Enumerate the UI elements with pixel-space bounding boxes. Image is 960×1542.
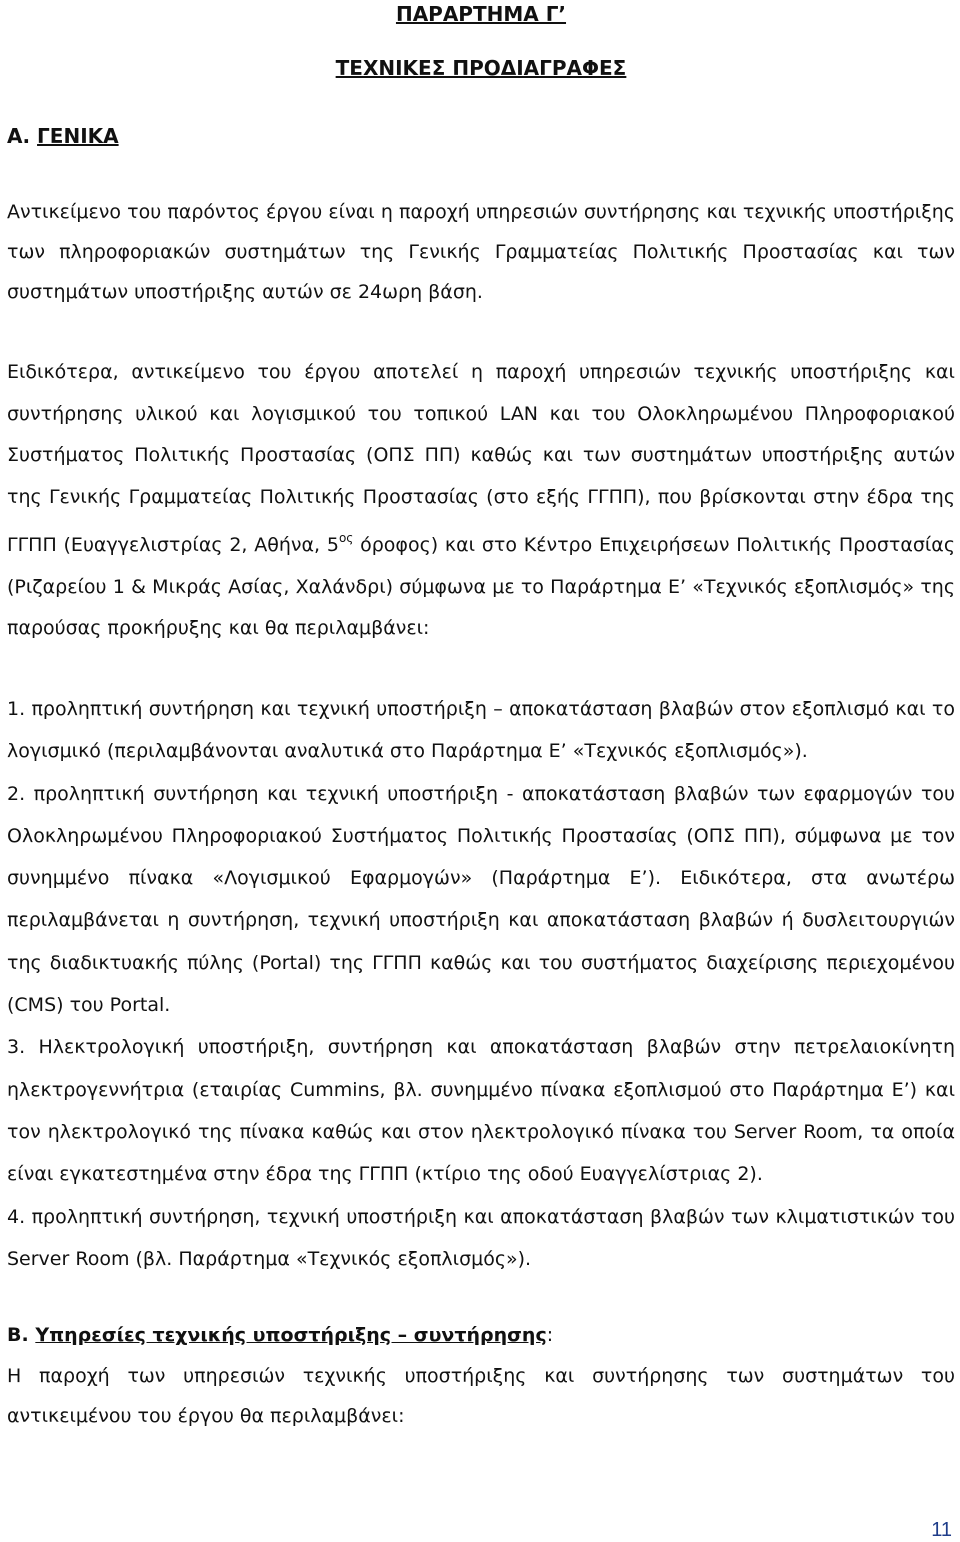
- list-item: 1. προληπτική συντήρηση και τεχνική υποστήριξη – αποκατάσταση βλαβών στον εξοπλισμό και το λογισμικό (περιλαμβάνονται αναλυτικά στο Παράρτημα Ε’ «Τεχνικός εξοπλισμός»).: [7, 698, 955, 763]
- detail-text-1: Ειδικότερα, αντικείμενο του έργου αποτελεί η παροχή υπηρεσιών τεχνικής υποστήριξης και συντήρησης υλικού και λογισμικού του τοπικού LAN και του Ολοκληρωμένου Πληροφοριακού Συστήματος Πολιτικής Προστασίας (ΟΠΣ ΠΠ) καθώς και των συστημάτων υποστήριξης αυτών της Γενικής Γραμματείας Πολιτικής Προστασίας (στο εξής ΓΓΠΠ), που βρίσκονται στην έδρα της ΓΓΠΠ (Ευαγγελιστρίας 2, Αθήνα, 5: [7, 361, 955, 556]
- list-item: 2. προληπτική συντήρηση και τεχνική υποστήριξη - αποκατάσταση βλαβών των εφαρμογών του Ολοκληρωμένου Πληροφοριακού Συστήματος Πολιτικής Προστασίας (ΟΠΣ ΠΠ), σύμφωνα με τον συνημμένο πίνακα «Λογισμικού Εφαρμογών» (Παράρτημα Ε’). Ειδικότερα, στα ανωτέρω περιλαμβάνεται η συντήρηση, τεχνική υποστήριξη και αποκατάσταση βλαβών ή δυσλειτουργιών της διαδικτυακής πύλης (Portal) της ΓΓΠΠ καθώς και του συστήματος διαχείρισης περιεχομένου (CMS) του Portal.: [7, 782, 955, 1017]
- document-title: ΤΕΧΝΙΚΕΣ ΠΡΟΔΙΑΓΡΑΦΕΣ: [335, 56, 627, 80]
- section-a-label: Α.: [7, 124, 38, 148]
- section-a-detail: [7, 352, 955, 650]
- service-list: [7, 688, 955, 1280]
- page-number: 11: [931, 1519, 952, 1541]
- section-a-title: ΓΕΝΙΚΑ: [37, 124, 119, 148]
- list-item: 3. Ηλεκτρολογική υποστήριξη, συντήρηση και αποκατάσταση βλαβών στην πετρελαιοκίνητη ηλεκτρογεννήτρια (εταιρίας Cummins, βλ. συνημμένο πίνακα εξοπλισμού στο Παράρτημα Ε’) και τον ηλεκτρολογικό της πίνακα καθώς και στον ηλεκτρολογικό πίνακα του Server Room, τα οποία είναι εγκατεστημένα στην έδρα της ΓΓΠΠ (κτίριο της οδού Ευαγγελίστριας 2).: [7, 1036, 955, 1186]
- annex-heading: ΠΑΡΑΡΤΗΜΑ Γ’: [395, 2, 567, 26]
- section-a-intro: Αντικείμενο του παρόντος έργου είναι η παροχή υπηρεσιών συντήρησης και τεχνικής υποστήριξης των πληροφοριακών συστημάτων της Γενικής Γραμματείας Πολιτικής Προστασίας και των συστημάτων υποστήριξης αυτών σε 24ωρη βάση.: [7, 201, 955, 303]
- section-a-heading: [7, 124, 119, 148]
- section-b-title: Υπηρεσίες τεχνικής υποστήριξης – συντήρησης: [35, 1324, 547, 1346]
- list-item: 4. προληπτική συντήρηση, τεχνική υποστήριξη και αποκατάσταση βλαβών των κλιματιστικών του Server Room (βλ. Παράρτημα «Τεχνικός εξοπλισμός»).: [7, 1205, 955, 1270]
- section-b-colon: :: [546, 1324, 554, 1346]
- section-b-heading: [7, 1324, 553, 1346]
- detail-superscript: ος: [338, 531, 354, 545]
- detail-text-2: όροφος) και στο Κέντρο Επιχειρήσεων Πολιτικής Προστασίας (Ριζαρείου 1 & Μικράς Ασίας, Χαλάνδρι) σύμφωνα με το Παράρτημα Ε’ «Τεχνικός εξοπλισμός» της παρούσας προκήρυξης και θα περιλαμβάνει:: [7, 534, 955, 639]
- section-b-intro: Η παροχή των υπηρεσιών τεχνικής υποστήριξης και συντήρησης των συστημάτων του αντικειμένου του έργου θα περιλαμβάνει:: [7, 1365, 955, 1427]
- section-b-label: Β.: [7, 1324, 36, 1346]
